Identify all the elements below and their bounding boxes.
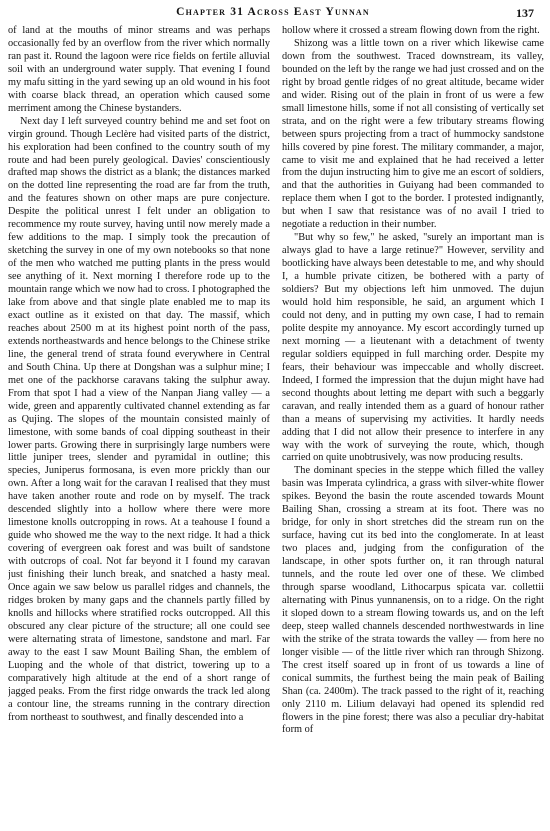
page-header	[8, 6, 538, 24]
paragraph: Next day I left surveyed country behind me and set foot on virgin ground. Though Leclère had visited parts of the district, his exploration had been confined to the country south of my route and had been purely geological. Davies' conscientiously drafted map shows the district as a blank; the distances marked on the dotted line representing the road are far from the truth, and the features shown on other maps are pure conjecture. Despite the political unrest I felt under an obligation to recommence my route survey, having until now merely made a few additions to the map. I simply took the precaution of sketching the survey in one of my own notebooks so that none of the men who watched me putting plants in the press would see anything of it. Next morning I therefore rode up to the mountain range which we now had to cross. I photographed the lake from above and that single plate enabled me to map its exact outline as it existed on that day. The massif, which reaches about 2500 m at its highest point north of the pass, extends northeastwards and hence belongs to the Chinese strike line, the general trend of strata found everywhere in Central and South China. Up there at Dongshan was a sulphur mine; I met one of the packhorse caravans taking the sulphur away. From that spot I had a view of the Nanpan Jiang valley — a wide, green and apparently cultivated channel extending as far as Qujing. The slopes of the mountain consisted mainly of limestone, with some bands of coal dipping southeast in their lower parts. Growing there in surprisingly large numbers were little juniper trees, slender and pyramidal in outline; this species, Juniperus formosana, is even more prickly than our own. After a long wait for the caravan I realised that they must have taken another route and rode on by myself. The track descended slightly into a hollow where there were more limestone knolls outcropping in rows. At a teahouse I found a guide who showed me the way to the next ridge. It had a thick covering of evergreen oak forest and was built of sandstone with outcrops of coal. Not far beyond it I found my caravan just finishing their lunch break, and snatched a hasty meal. Once again we saw below us parallel ridges and channels, the ridges broken by many gaps and the channels partly filled by knolls and hillocks where stratified rocks outcropped. All this obscured any clear picture of the structure; all one could see were alternating strata of limestone, sandstone and marl. Far away to the east I saw Mount Bailing Shan, the emblem of Luoping and the whole of that district, towering up to a comparatively high altitude at the end of a short range of jagged peaks. From the first ridge onwards the track led along a contour line, the streams running in the contrary direction from northeast to southwest, and finally descended into a	[8, 115, 270, 723]
running-title: Chapter 31 Across East Yunnan	[176, 6, 370, 18]
paragraph: "But why so few," he asked, "surely an important man is always glad to have a large retinue?" However, servility and bootlicking have always been detestable to me, and why should I, a humble private citizen, be bothered with a party of soldiers? But my objections left him unmoved. The dujun would hold him responsible, he said, an argument which I could not deny, and in putting my own case, I had to remain polite despite my annoyance. My escort accordingly turned up next morning — a lieutenant with a detachment of twenty regular soldiers equipped in full marching order. Despite my fears, their behaviour was impeccable and wholly discreet. Indeed, I formed the impression that the dujun might have had second thoughts about letting me depart with such a beggarly caravan, and really intended them as a guard of honour rather than a means of supervising my activities. It hardly needs adding that I did not allow their presence to interfere in any way with the work of surveying the route, which, though carried on quite unobtrusively, was now producing results.	[282, 232, 544, 464]
right-column	[282, 25, 544, 827]
paragraph: Shizong was a little town on a river which likewise came down from the southwest. Traced downstream, its valley, bounded on the left by the range we had just crossed and on the right by broad gentle ridges of no great altitude, became wider and wider. Rising out of the plain in front of us were a few small limestone hills, some if not all consisting of vertically set strata, and on the right were a few tributary streams flowing between spurs projecting from a tract of hummocky sandstone hills covered by pine forest. The military commander, a major, came to visit me and explained that he had received a letter from the dujun instructing him to give me an escort of soldiers, and that the authorities in Guiyang had been commanded to replace them when I got to the border. I protested indignantly, but when I saw that resistance was of no avail I tried to negotiate a reduction in their number.	[282, 37, 544, 231]
page-number: 137	[516, 6, 534, 20]
left-column	[8, 25, 270, 827]
paragraph: hollow where it crossed a stream flowing down from the right.	[282, 25, 540, 36]
paragraph: The dominant species in the steppe which filled the valley basin was Imperata cylindrica, a grass with silver-white flower spikes. Beyond the basin the route ascended towards Mount Bailing Shan, crossing a stream at its foot. There was no bridge, for only in short stretches did the stream run on the surface, having cut its bed into the conglomerate. In at least two places and, judging from the configuration of the landscape, in other spots further on, it ran through natural tunnels, and the route led over one of these. We climbed through sparse woodland, Lithocarpus spicata var. collettii alternating with Pinus yunnanensis, on to a ridge. On the right it sloped down to a stream flowing towards us, and on the left deep, steep walled channels descended northwestwards in line with the strike of the strata towards the valley — from here no longer visible — of the little river which ran through Shizong. The crest itself soared up in front of us towards a line of conical summits, the furthest being the main peak of Bailing Shan (ca. 2400m). The track passed to the right of it, reaching only 2110 m. Lilium delavayi had opened its splendid red flowers in the pine forest; there was also a peculiar dry-habitat form of	[282, 465, 544, 736]
paragraph: of land at the mouths of minor streams and was perhaps occasionally fed by an overflow from the river which normally ran past it. Round the lagoon were rice fields on fertile alluvial soil with an underground water supply. That evening I found my mafu sitting in the yard sewing up an old wound in his foot with coarse black thread, an operation which caused some merriment among the Chinese bystanders.	[8, 25, 270, 114]
